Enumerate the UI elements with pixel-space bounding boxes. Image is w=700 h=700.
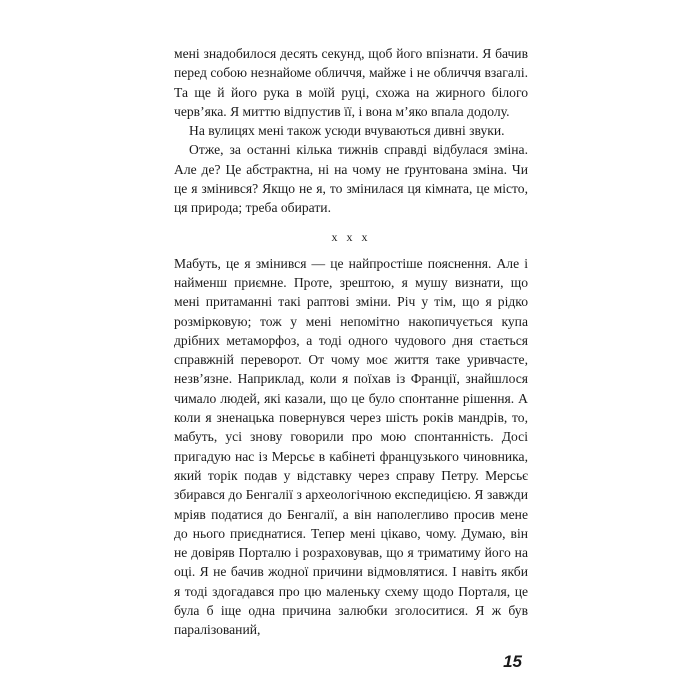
book-page-text: [174, 44, 528, 640]
paragraph-street-sounds: На вулицях мені також усюди вчуваються дивні звуки.: [189, 123, 505, 139]
paragraph-continuation: мені знадобилося десять секунд, щоб його впізнати. Я бачив перед собою незнайоме обличчя, майже і не обличчя взагалі. Та ще й його рука в моїй руці, схожа на жирного білого черв’яка. Я миттю відпустив її, і вона м’яко впала додолу.: [174, 46, 528, 119]
paragraph-change: Отже, за останні кілька тижнів справді відбулася зміна. Але де? Це абстрактна, ні на чому не ґрунтована зміна. Чи це я змінився? Якщо не я, то змінилася ця кімната, це місто, ця природа; треба обирати.: [174, 142, 528, 216]
page-number: 15: [503, 652, 522, 671]
paragraph-main: Мабуть, це я змінився — це найпростіше пояснення. Але і найменш приємне. Проте, зрештою, я мушу визнати, що мені притаманні такі раптові зміни. Річ у тім, що я рідко розмірковую; тож у мені непомітно накопичується купа дрібних метаморфоз, а тоді одного чудового дня стається справжній переворот. От чому моє життя таке уривчасте, незв’язне. Наприклад, коли я поїхав із Франції, знайшлося чимало людей, які казали, що це було спонтанне рішення. А коли я зненацька повернувся через шість років мандрів, то, мабуть, усі знову говорили про мою спонтанність. Досі пригадую нас із Мерсьє в кабінеті французького чиновника, який торік подав у відставку через справу Петру. Мерсьє збирався до Бенгалії з археологічною експедицією. Я завжди мріяв податися до Бенгалії, а він наполегливо просив мене до нього приєднатися. Тепер мені цікаво, чому. Думаю, він не довіряв Порталю і розраховував, що я триматиму його на оці. Я не бачив жодної причини відмовлятися. І навіть якби я тоді здогадався про цю маленьку схему щодо Порталя, це була б іще одна причина залюбки зголоситися. Я ж був паралізований,: [174, 255, 528, 638]
section-separator: x x x: [331, 229, 371, 244]
